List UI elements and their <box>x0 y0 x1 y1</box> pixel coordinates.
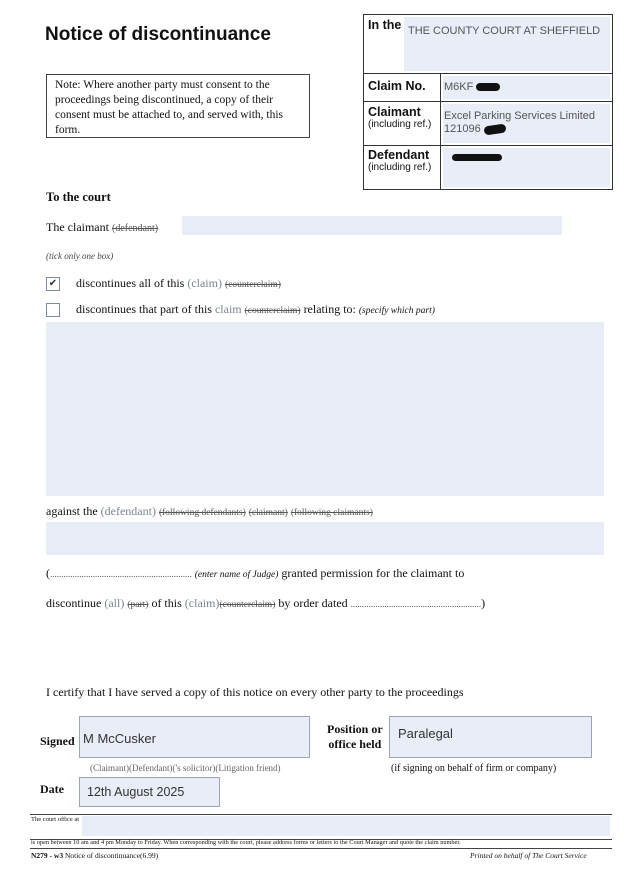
printed-by: Printed on behalf of The Court Service <box>470 851 587 860</box>
footer-office-label: The court office at <box>31 816 80 823</box>
signed-field[interactable] <box>79 716 310 758</box>
note-text: Note: Where another party must consent to the proceedings being discontinued, a copy of their consent must be attached to, and served with, this form. <box>55 79 284 136</box>
note-box <box>46 74 310 138</box>
redaction-mark <box>483 123 506 135</box>
claimant-name: Excel Parking Services Limited <box>444 110 596 122</box>
specify-part-textarea[interactable] <box>46 322 604 496</box>
court-office-field[interactable] <box>82 816 610 836</box>
date-value: 12th August 2025 <box>87 785 185 799</box>
judge-line: (............................................................... (enter name of Judge) granted permission for the claimant to <box>46 566 465 580</box>
against-line: against the (defendant) (following defendants) (claimant) (following claimants) <box>46 504 373 518</box>
discontinue-line: discontinue (all) (part) of this (claim)(counterclaim) by order dated ..........................................................) <box>46 596 486 610</box>
signed-caption: (Claimant)(Defendant)('s solicitor)(Litigation friend) <box>90 763 281 773</box>
date-label: Date <box>40 782 64 796</box>
court-name: THE COUNTY COURT AT SHEFFIELD <box>408 25 601 37</box>
footer-divider <box>30 848 612 849</box>
discontinue-all-checkbox[interactable]: ✔ <box>46 277 60 291</box>
claimant-ref: 121096 <box>444 123 481 135</box>
footer-hours: is open between 10 am and 4 pm Monday to Friday. When corresponding with the court, please address forms or letters to the Court Manager and quote the claim number. <box>31 839 461 846</box>
tick-note: (tick only one box) <box>46 251 114 261</box>
to-the-court-heading: To the court <box>46 190 111 204</box>
signed-label: Signed <box>40 734 75 748</box>
option-all-text: discontinues all of this (claim) (counterclaim) <box>76 276 281 290</box>
claimant-line: The claimant (defendant) <box>46 220 159 234</box>
position-caption: (if signing on behalf of firm or company) <box>391 763 557 774</box>
option-part-text: discontinues that part of this claim (counterclaim) relating to: (specify which part) <box>76 302 435 316</box>
position-label: Position or office held <box>327 722 383 751</box>
discontinue-part-checkbox[interactable] <box>46 303 60 317</box>
claimant-name-field[interactable] <box>182 216 562 235</box>
defendant-label: Defendant (including ref.) <box>368 148 432 173</box>
page-title: Notice of discontinuance <box>45 24 271 45</box>
against-field[interactable] <box>46 522 604 555</box>
position-value: Paralegal <box>398 726 453 741</box>
claimant-label: Claimant (including ref.) <box>368 105 432 130</box>
signed-value: M McCusker <box>83 731 156 746</box>
claim-no-label: Claim No. <box>368 79 426 93</box>
certify-statement: I certify that I have served a copy of this notice on every other party to the proceedings <box>46 685 464 699</box>
redaction-mark <box>476 83 500 91</box>
claim-no-value: M6KF <box>444 81 474 93</box>
date-field[interactable] <box>79 777 220 807</box>
in-the-label: In the <box>368 18 402 32</box>
position-field[interactable] <box>389 716 592 758</box>
redaction-mark <box>452 154 502 161</box>
court-info-grid <box>363 14 613 190</box>
form-code: N279 - w3 Notice of discontinuance(6.99) <box>31 851 159 860</box>
